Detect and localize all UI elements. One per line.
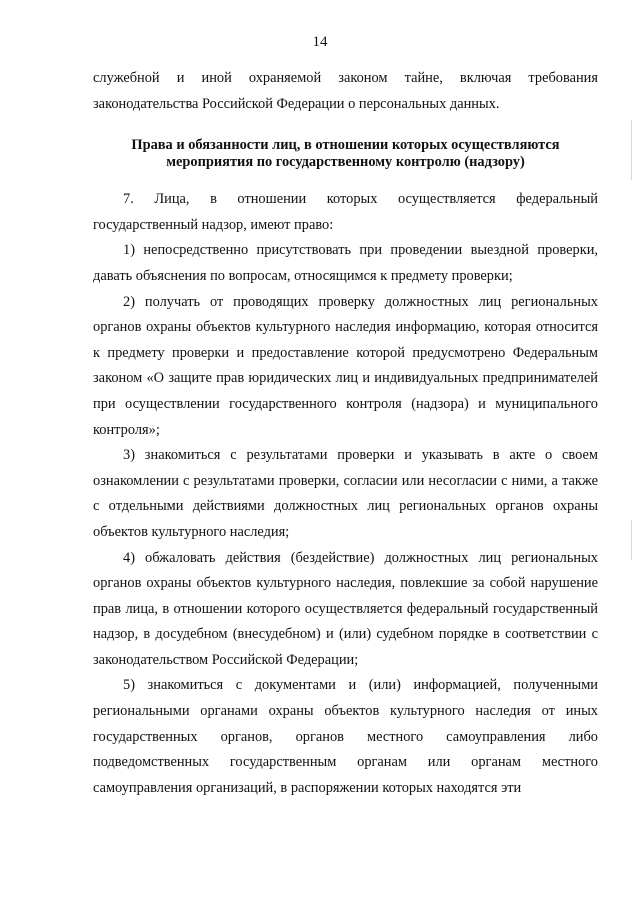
intro-continuation: служебной и иной охраняемой законом тайне, включая требования законодательства Российской Федерации о персональных данных. <box>93 70 598 112</box>
paragraph-item-3: 3) знакомиться с результатами проверки и указывать в акте о своем ознакомлении с результатами проверки, согласии или несогласии с ними, а также с отдельными действиями должностных лиц региональных органов охраны объектов культурного наследия; <box>93 447 598 540</box>
paragraph-clause-7: 7. Лица, в отношении которых осуществляется федеральный государственный надзор, имеют право: <box>93 191 598 233</box>
document-body <box>93 66 598 801</box>
paragraph-item-2: 2) получать от проводящих проверку должностных лиц региональных органов охраны объектов культурного наследия информацию, которая относится к предмету проверки и предоставление которой предусмотрено Федеральным законом «О защите прав юридических лиц и индивидуальных предпринимателей при осуществлении государственного контроля (надзора) и муниципального контроля»; <box>93 293 598 438</box>
section-heading-line-1: Права и обязанности лиц, в отношении которых осуществляются <box>131 137 560 154</box>
paragraph-item-1: 1) непосредственно присутствовать при проведении выездной проверки, давать объяснения по вопросам, относящимся к предмету проверки; <box>93 242 598 284</box>
scan-edge-mark <box>631 120 632 180</box>
section-heading <box>93 137 598 171</box>
paragraph-item-5: 5) знакомиться с документами и (или) информацией, полученными региональными органами охраны объектов культурного наследия от иных государственных органов, органов местного самоуправления либо подведомственных государственным органам или органам местного самоуправления организаций, в распоряжении которых находятся эти <box>93 677 598 796</box>
section-heading-line-2: мероприятия по государственному контролю (надзору) <box>166 154 525 171</box>
scan-edge-mark <box>631 520 632 560</box>
page-number: 14 <box>312 34 328 50</box>
paragraph-item-4: 4) обжаловать действия (бездействие) должностных лиц региональных органов охраны объектов культурного наследия, повлекшие за собой нарушение прав лица, в отношении которого осуществляется федеральный государственный надзор, в досудебном (внесудебном) и (или) судебном порядке в соответствии с законодательством Российской Федерации; <box>93 549 598 668</box>
